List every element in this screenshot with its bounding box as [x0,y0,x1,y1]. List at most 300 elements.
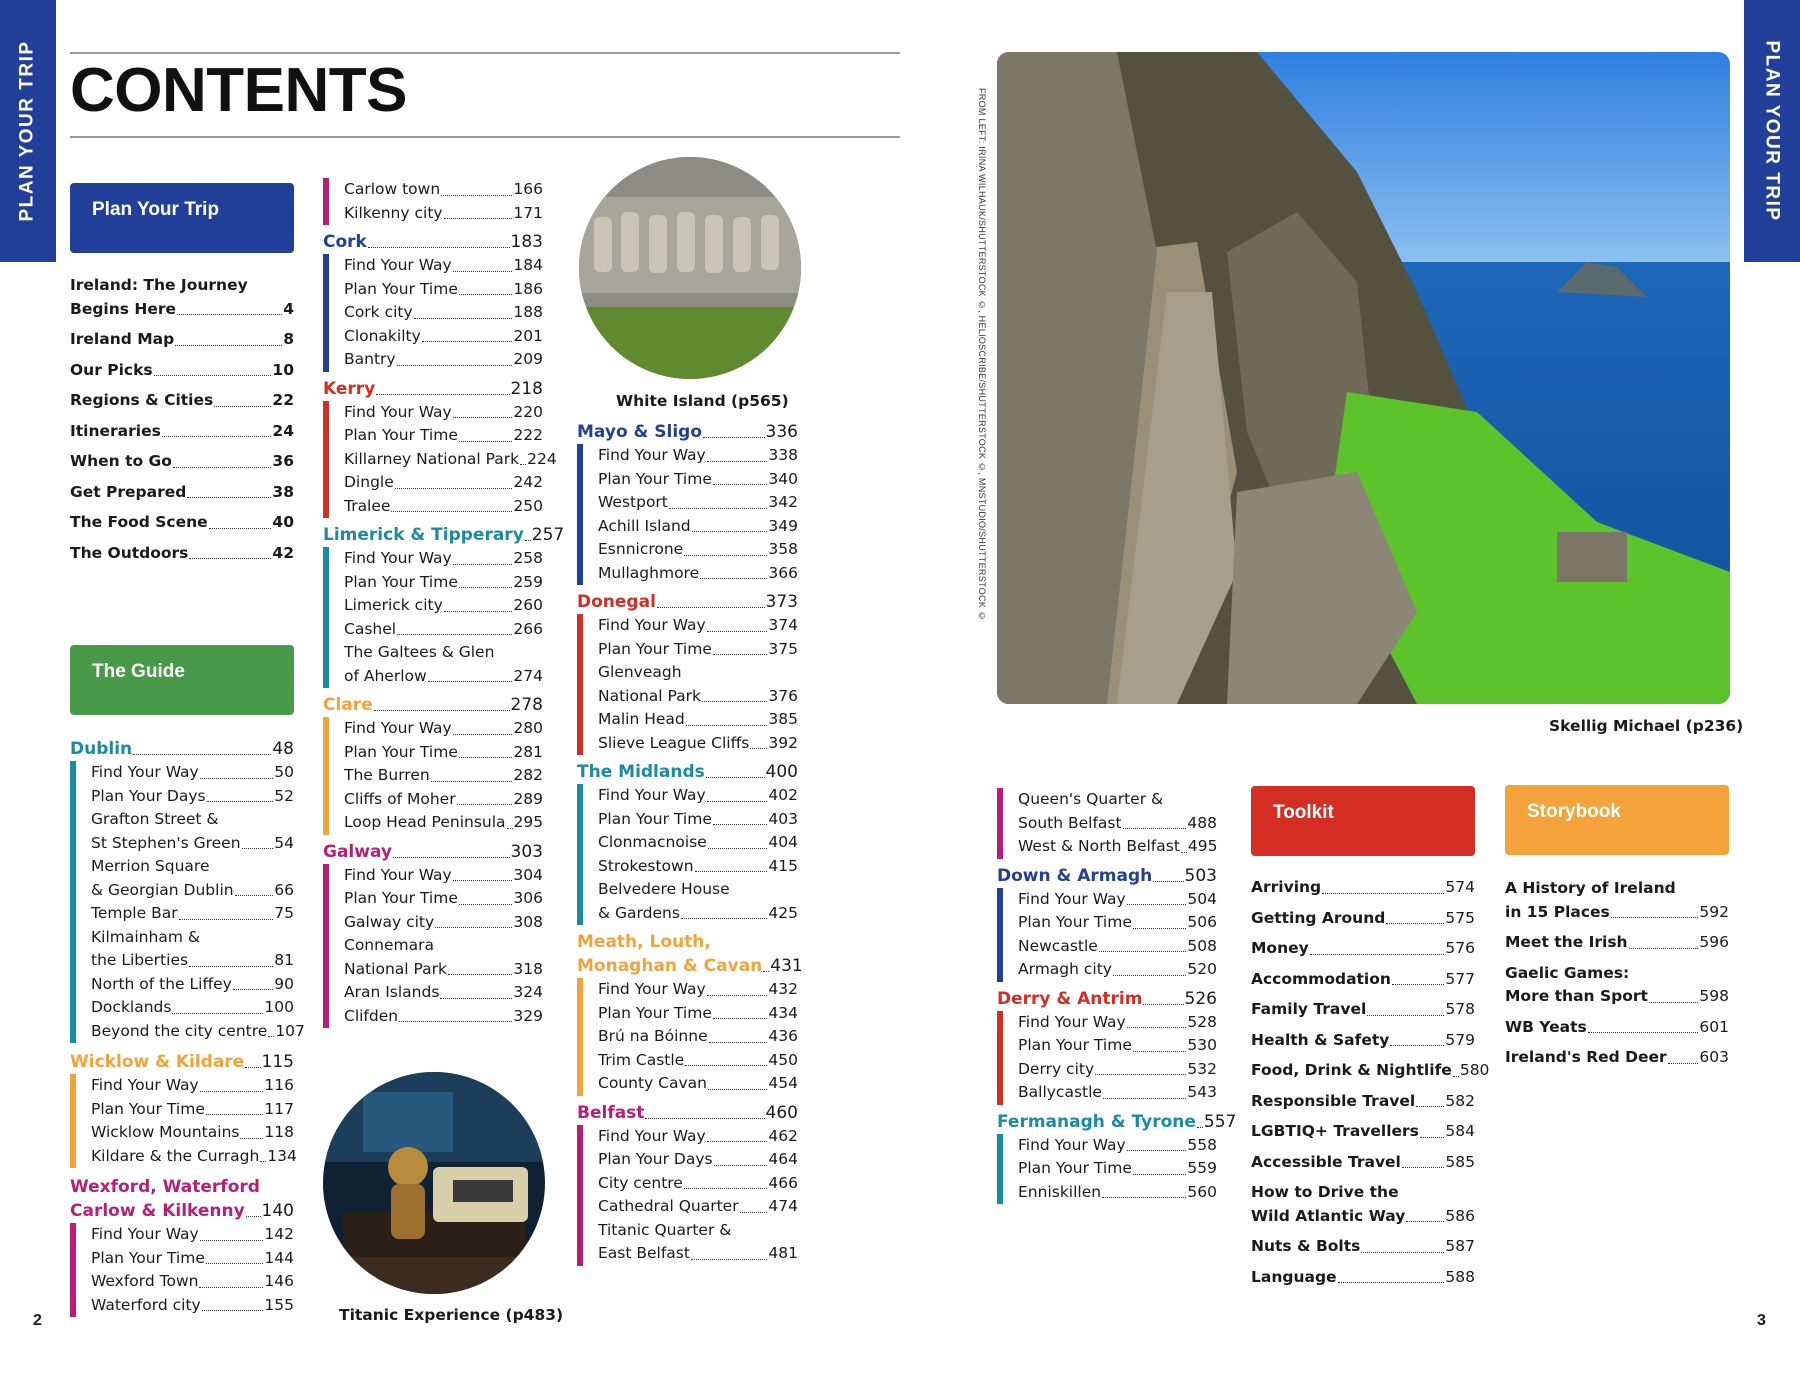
toc-sub-entry[interactable] [91,1270,294,1294]
plan-your-trip-header[interactable]: Plan Your Trip [70,183,294,253]
toc-sub-entry[interactable] [344,741,543,765]
toc-sub-page: 66 [274,880,294,899]
section-wicklow [70,1050,297,1168]
toc-sub-page: 436 [768,1027,798,1045]
toc-sub-entry[interactable] [598,855,798,879]
toc-sub-entry[interactable] [344,301,543,325]
leader-dots [397,365,513,366]
toc-sub-entry[interactable] [344,717,543,741]
toc-sub-line: Grafton Street & [91,810,219,828]
leader-dots [740,1212,768,1213]
leader-dots [707,995,768,996]
toc-sub-entry[interactable] [598,1148,798,1172]
section-heading[interactable] [70,1050,294,1074]
toc-sub-title: Limerick city [344,596,443,614]
section-title: Monaghan & Cavan [577,956,763,976]
leader-dots [714,1165,768,1166]
photo-credit: FROM LEFT: IRINA WILHAUK/SHUTTERSTOCK ©, HELIOSCRIBE/SHUTTERSTOCK ©, MNSTUDIO/SHUTTERSTOCK © [977,88,987,622]
toc-entry-page: 584 [1445,1122,1475,1140]
section-heading[interactable] [997,1110,1237,1134]
section-heading[interactable] [577,420,798,444]
leader-dots [1127,904,1187,905]
toc-sub-page: 117 [264,1099,294,1118]
toc-sub-page: 425 [768,903,798,922]
leader-dots [242,848,274,849]
toc-sub-entry[interactable] [91,1145,297,1169]
leader-dots [707,1141,768,1142]
leader-dots [376,394,509,395]
toc-sub-title: Find Your Way [598,980,706,998]
leader-dots [435,927,512,928]
section-heading[interactable] [70,737,294,761]
toc-entry[interactable] [1251,1120,1475,1144]
toc-entry[interactable] [1251,998,1475,1022]
toc-sub-entry[interactable] [598,638,798,662]
toc-sub-page: 462 [768,1126,798,1145]
toc-sub-page: 329 [513,1006,543,1025]
toc-entry[interactable] [70,328,294,352]
toc-sub-entry[interactable] [598,538,798,562]
toc-entry[interactable] [1251,1181,1475,1228]
toc-entry[interactable] [1251,1029,1475,1053]
toc-sub-entry[interactable] [91,1020,305,1044]
toc-sub-entry[interactable] [598,491,798,515]
toc-entry-title: Arriving [1251,878,1322,896]
toc-sub-entry[interactable] [91,926,294,973]
toc-sub-title: & Georgian Dublin [91,880,234,899]
toc-sub-entry[interactable] [1018,1134,1217,1158]
toc-sub-entry[interactable] [91,902,294,926]
toc-sub-title: of Aherlow [344,666,427,685]
toc-entry[interactable] [1505,877,1729,924]
toc-entry[interactable] [1251,1235,1475,1259]
toc-sub-title: Strokestown [598,856,694,875]
toc-entry-title: Wild Atlantic Way [1251,1206,1406,1225]
toc-sub-title: Plan Your Time [91,1248,205,1267]
toc-sub-entry[interactable] [91,761,294,785]
section-title: The Midlands [577,762,705,782]
section-title: Cork [323,232,367,252]
leader-dots [708,848,768,849]
toc-entry[interactable] [1251,876,1475,900]
section-heading[interactable] [323,693,543,717]
section-title: Derry & Antrim [997,988,1143,1009]
leader-dots [453,734,513,735]
toc-sub-entry[interactable] [1018,1157,1217,1181]
toc-sub-entry[interactable] [91,996,294,1020]
leader-dots [1133,928,1187,929]
toc-sub-entry[interactable] [598,444,798,468]
section-page: 503 [1184,865,1217,886]
toc-entry-title: Money [1251,939,1309,957]
toc-sub-title: Aran Islands [344,983,440,1001]
section-heading[interactable] [577,760,798,784]
toc-entry-page: 592 [1699,902,1729,921]
toc-sub-entry[interactable] [344,424,543,448]
toc-entry-page: 24 [272,421,294,440]
toc-sub-entry[interactable] [1018,935,1217,959]
toc-sub-title: Find Your Way [598,1126,706,1145]
toc-entry[interactable] [70,420,294,444]
toc-sub-title: Plan Your Time [598,1003,712,1022]
toc-sub-entry[interactable] [344,495,543,519]
toc-sub-entry[interactable] [1018,911,1217,935]
toc-sub-entry[interactable] [344,618,543,642]
toc-entry-title: WB Yeats [1505,1017,1587,1036]
section-page: 303 [510,841,543,862]
toc-entry[interactable] [70,450,294,474]
subsection-list [577,784,798,925]
toc-sub-entry[interactable] [344,594,543,618]
leader-dots [391,511,512,512]
toc-sub-page: 260 [513,596,543,614]
section-title-line[interactable]: Wexford, Waterford [70,1177,260,1197]
toc-sub-title: Plan Your Days [91,786,206,805]
toc-sub-entry[interactable] [598,831,798,855]
toc-sub-line: Belvedere House [598,880,730,898]
toc-sub-entry[interactable] [598,978,798,1002]
toc-sub-line: Queen's Quarter & [1018,790,1164,808]
toc-sub-entry[interactable] [598,515,798,539]
toc-sub-title: Galway city [344,912,435,931]
leader-dots [520,464,526,465]
toc-sub-entry[interactable] [344,348,543,372]
toc-sub-title: Find Your Way [344,549,452,567]
toc-sub-entry[interactable] [598,614,798,638]
toc-entry[interactable] [1251,1151,1475,1175]
toc-sub-title: National Park [598,686,702,705]
section-title: Donegal [577,592,656,612]
toc-sub-entry[interactable] [91,973,294,997]
toc-entry[interactable] [1251,1266,1475,1290]
toc-sub-entry[interactable] [1018,835,1217,859]
toc-sub-entry[interactable] [598,1002,798,1026]
toc-sub-title: Find Your Way [344,719,452,737]
leader-dots [444,611,513,612]
leader-dots [233,989,273,990]
leader-dots [177,314,282,315]
section-wexford [70,1175,294,1317]
toc-sub-line: Merrion Square [91,857,210,875]
toc-sub-entry[interactable] [344,764,543,788]
leader-dots [684,1188,768,1189]
leader-dots [1390,1045,1444,1046]
toc-entry-page: 598 [1699,987,1729,1005]
toc-entry-title: Getting Around [1251,908,1386,927]
leader-dots [684,555,767,556]
toc-sub-entry[interactable] [598,1125,798,1149]
toc-entry[interactable] [1251,937,1475,961]
toc-sub-page: 559 [1187,1159,1217,1177]
toc-sub-entry[interactable] [598,732,798,756]
section-cork [323,230,543,372]
toc-sub-entry[interactable] [91,855,294,902]
toc-entry[interactable] [1505,962,1729,1009]
toc-sub-entry[interactable] [598,1072,798,1096]
section-heading[interactable] [997,864,1217,888]
section-heading[interactable] [577,1101,798,1125]
toc-sub-page: 171 [513,203,543,222]
toc-sub-entry[interactable] [344,547,543,571]
toc-entry[interactable] [70,274,294,321]
toc-entry[interactable] [70,389,294,413]
toc-sub-entry[interactable] [344,811,543,835]
leader-dots [669,508,768,509]
leader-dots [422,341,513,342]
toc-sub-entry[interactable] [598,1172,798,1196]
toc-sub-title: Clonmacnoise [598,833,707,851]
toc-entry-page: 603 [1699,1048,1729,1066]
section-title: Galway [323,841,392,862]
toc-sub-entry[interactable] [598,661,798,708]
toc-sub-page: 281 [513,742,543,761]
toc-sub-entry[interactable] [91,1121,294,1145]
toc-entry[interactable] [1505,931,1729,955]
toc-sub-title: Plan Your Time [344,279,458,298]
subsection-list [577,444,798,585]
toc-sub-page: 50 [274,763,294,781]
white-island-caption: White Island (p565) [616,392,789,410]
toc-sub-entry[interactable] [344,1005,543,1029]
subsection-list [323,178,543,225]
toc-entry[interactable] [70,481,294,505]
toc-entry-title: Get Prepared [70,482,187,501]
toc-sub-page: 474 [768,1197,798,1215]
toc-sub-entry[interactable] [91,1294,294,1318]
toc-entry[interactable] [70,359,294,383]
toc-sub-title: South Belfast [1018,813,1122,832]
toc-sub-entry[interactable] [344,981,543,1005]
leader-dots [374,710,510,711]
toc-entry-title: Accommodation [1251,969,1391,988]
leader-dots [703,437,765,438]
toc-sub-entry[interactable] [598,784,798,808]
leader-dots [235,895,274,896]
leader-dots [448,974,512,975]
toc-sub-page: 392 [768,733,798,752]
leader-dots [172,1013,263,1014]
toc-entry-title: Accessible Travel [1251,1152,1401,1171]
section-heading[interactable] [323,230,543,254]
section-heading[interactable] [997,987,1217,1011]
toc-sub-entry[interactable] [91,1223,294,1247]
toc-sub-title: The Burren [344,766,430,784]
leader-dots [245,1067,260,1068]
toc-sub-page: 488 [1187,813,1217,832]
toolkit-list [1251,876,1490,1289]
toc-sub-page: 324 [513,983,543,1001]
leader-dots [1361,1252,1444,1253]
toolkit-header[interactable]: Toolkit [1251,786,1475,856]
section-heading[interactable] [577,590,798,614]
the-guide-header[interactable]: The Guide [70,645,294,715]
toc-sub-title: Find Your Way [1018,1012,1126,1031]
toc-entry[interactable] [70,542,294,566]
leader-dots [395,488,513,489]
toc-sub-entry[interactable] [598,708,798,732]
toc-sub-entry[interactable] [344,934,543,981]
leader-dots [1611,917,1699,918]
toc-sub-title: Plan Your Days [598,1150,713,1168]
section-heading[interactable] [577,954,803,978]
section-mayo [577,420,798,585]
leader-dots [240,1138,263,1139]
toc-sub-page: 385 [768,710,798,728]
toc-sub-entry[interactable] [344,202,543,226]
leader-dots [1143,1004,1183,1005]
toc-sub-entry[interactable] [91,1098,294,1122]
toc-sub-page: 464 [768,1150,798,1168]
section-fermanagh [997,1110,1237,1205]
toc-entry[interactable] [1251,968,1475,992]
toc-sub-entry[interactable] [91,785,294,809]
toc-sub-title: Find Your Way [1018,1135,1126,1154]
toc-sub-page: 495 [1187,837,1218,855]
section-heading[interactable] [70,1199,294,1223]
toc-sub-page: 201 [513,326,543,345]
toc-sub-entry[interactable] [1018,1181,1217,1205]
toc-sub-title: Newcastle [1018,936,1098,955]
leader-dots [707,801,768,802]
toc-sub-title: Find Your Way [91,1225,199,1243]
section-donegal [577,590,798,755]
toc-sub-entry[interactable] [1018,1011,1217,1035]
leader-dots [695,871,768,872]
section-galway [323,840,543,1029]
toc-sub-page: 374 [768,616,798,634]
leader-dots [686,725,768,726]
toc-sub-entry[interactable] [344,911,543,935]
toc-sub-page: 242 [513,473,543,491]
section-page: 526 [1184,988,1217,1009]
toc-entry[interactable] [70,511,294,535]
toc-entry-page: 580 [1459,1061,1490,1079]
toc-sub-page: 340 [768,469,798,488]
leader-dots [260,1161,266,1162]
toc-sub-page: 166 [513,180,543,198]
leader-dots [707,631,768,632]
toc-entry[interactable] [1505,1016,1729,1040]
leader-dots [713,1018,768,1019]
toc-sub-page: 289 [513,789,543,808]
leader-dots [393,857,510,858]
toc-sub-entry[interactable] [1018,958,1217,982]
toc-sub-entry[interactable] [598,808,798,832]
toc-sub-entry[interactable] [344,325,543,349]
toc-sub-entry[interactable] [1018,1034,1217,1058]
toc-sub-page: 184 [513,256,543,274]
toc-entry-title: Nuts & Bolts [1251,1237,1361,1255]
section-page: 183 [510,232,543,252]
toc-entry[interactable] [1251,1059,1490,1083]
leader-dots [1406,1221,1444,1222]
toc-sub-entry[interactable] [344,254,543,278]
toc-sub-page: 481 [768,1244,798,1262]
toc-sub-page: 508 [1187,936,1217,955]
toc-sub-entry[interactable] [1018,888,1217,912]
toc-sub-entry[interactable] [91,1074,294,1098]
section-heading[interactable] [323,523,565,547]
toc-sub-entry[interactable] [1018,788,1217,835]
toc-sub-entry[interactable] [344,864,543,888]
toc-sub-entry[interactable] [598,562,798,586]
toc-sub-entry[interactable] [344,887,543,911]
toc-sub-entry[interactable] [344,448,557,472]
toc-sub-entry[interactable] [1018,1058,1217,1082]
toc-sub-title: Find Your Way [91,763,199,781]
toc-entry-title: in 15 Places [1505,902,1610,921]
toc-sub-title: Plan Your Time [344,572,458,591]
toc-entry-page: 8 [283,330,294,348]
leader-dots [1588,1032,1699,1033]
toc-sub-title: Ballycastle [1018,1083,1102,1101]
leader-dots [1095,1074,1186,1075]
leader-dots [692,531,768,532]
toc-sub-entry[interactable] [598,1049,798,1073]
section-title: Dublin [70,739,133,759]
toc-sub-entry[interactable] [598,1219,798,1266]
toc-sub-title: Plan Your Time [598,469,712,488]
toc-sub-entry[interactable] [344,471,543,495]
toc-sub-title: Malin Head [598,710,685,728]
toc-sub-page: 543 [1187,1083,1217,1101]
toc-sub-page: 532 [1187,1059,1217,1078]
toc-sub-page: 308 [513,912,543,931]
leader-dots [200,1240,264,1241]
toc-sub-entry[interactable] [344,788,543,812]
leader-dots [200,1091,264,1092]
section-heading[interactable] [323,840,543,864]
leader-dots [133,754,271,755]
toc-sub-title: Loop Head Peninsula [344,813,506,831]
page-title: CONTENTS [70,56,407,125]
toc-sub-entry[interactable] [91,808,294,855]
toc-sub-entry[interactable] [598,468,798,492]
leader-dots [1153,881,1183,882]
section-heading[interactable] [323,377,543,401]
toc-sub-page: 520 [1187,960,1217,978]
toc-sub-entry[interactable] [344,278,543,302]
toc-sub-title: Find Your Way [598,616,706,634]
section-title-line[interactable]: Meath, Louth, [577,932,711,952]
leader-dots [763,971,769,972]
toc-sub-entry[interactable] [91,1247,294,1271]
toc-entry[interactable] [1505,1046,1729,1070]
section-dublin [70,737,305,1043]
toc-sub-page: 358 [768,540,798,558]
leader-dots [399,1021,512,1022]
toc-sub-entry[interactable] [598,1195,798,1219]
toc-sub-page: 415 [768,856,798,875]
storybook-header[interactable]: Storybook [1505,785,1729,855]
leader-dots [713,824,768,825]
toc-entry[interactable] [1251,907,1475,931]
toc-sub-entry[interactable] [344,571,543,595]
toc-sub-entry[interactable] [344,641,543,688]
toc-entry[interactable] [1251,1090,1475,1114]
toc-sub-entry[interactable] [344,401,543,425]
toc-sub-entry[interactable] [344,178,543,202]
toc-sub-page: 450 [768,1050,798,1069]
toc-sub-entry[interactable] [598,878,798,925]
toc-sub-entry[interactable] [598,1025,798,1049]
leader-dots [459,587,513,588]
leader-dots [1133,1051,1187,1052]
toc-sub-entry[interactable] [1018,1081,1217,1105]
leader-dots [1113,975,1186,976]
leader-dots [1310,954,1445,955]
leader-dots [457,804,513,805]
